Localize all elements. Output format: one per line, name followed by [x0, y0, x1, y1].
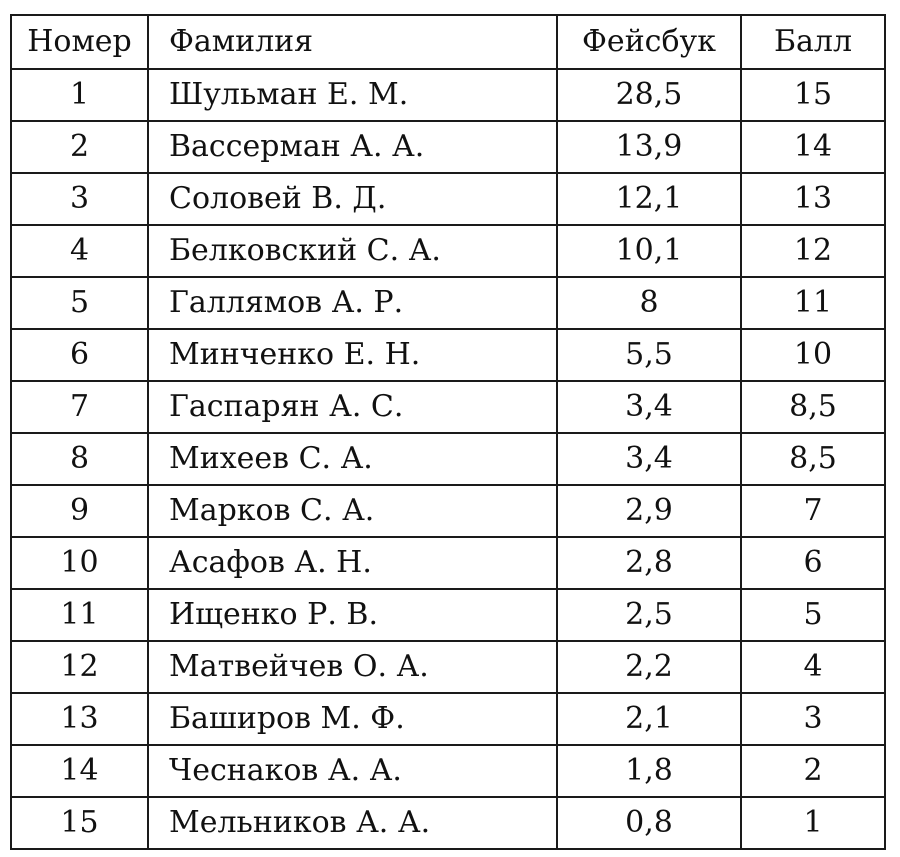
- cell-number: 11: [11, 589, 148, 641]
- cell-facebook: 0,8: [557, 797, 741, 849]
- table-row: [11, 745, 885, 797]
- table-row: [11, 797, 885, 849]
- cell-score: 11: [741, 277, 885, 329]
- cell-surname: Галлямов А. Р.: [148, 277, 557, 329]
- cell-score: 8,5: [741, 433, 885, 485]
- cell-score: 5: [741, 589, 885, 641]
- cell-score: 15: [741, 69, 885, 121]
- cell-surname: Ищенко Р. В.: [148, 589, 557, 641]
- cell-surname: Соловей В. Д.: [148, 173, 557, 225]
- cell-facebook: 1,8: [557, 745, 741, 797]
- header-surname: Фамилия: [148, 15, 557, 69]
- cell-facebook: 10,1: [557, 225, 741, 277]
- cell-surname: Мельников А. А.: [148, 797, 557, 849]
- cell-score: 2: [741, 745, 885, 797]
- table-row: [11, 225, 885, 277]
- cell-number: 12: [11, 641, 148, 693]
- cell-score: 13: [741, 173, 885, 225]
- cell-surname: Шульман Е. М.: [148, 69, 557, 121]
- cell-surname: Михеев С. А.: [148, 433, 557, 485]
- header-row: [11, 15, 885, 69]
- cell-facebook: 2,1: [557, 693, 741, 745]
- cell-number: 10: [11, 537, 148, 589]
- cell-facebook: 8: [557, 277, 741, 329]
- header-number: Номер: [11, 15, 148, 69]
- cell-number: 5: [11, 277, 148, 329]
- cell-facebook: 2,9: [557, 485, 741, 537]
- cell-surname: Минченко Е. Н.: [148, 329, 557, 381]
- table-body: [11, 69, 885, 849]
- cell-score: 12: [741, 225, 885, 277]
- cell-score: 8,5: [741, 381, 885, 433]
- cell-number: 9: [11, 485, 148, 537]
- cell-surname: Баширов М. Ф.: [148, 693, 557, 745]
- cell-number: 3: [11, 173, 148, 225]
- table-row: [11, 121, 885, 173]
- cell-surname: Марков С. А.: [148, 485, 557, 537]
- cell-surname: Матвейчев О. А.: [148, 641, 557, 693]
- table-row: [11, 537, 885, 589]
- header-facebook: Фейсбук: [557, 15, 741, 69]
- cell-facebook: 5,5: [557, 329, 741, 381]
- cell-score: 10: [741, 329, 885, 381]
- cell-number: 8: [11, 433, 148, 485]
- table-row: [11, 693, 885, 745]
- cell-score: 7: [741, 485, 885, 537]
- cell-number: 14: [11, 745, 148, 797]
- cell-number: 1: [11, 69, 148, 121]
- cell-number: 4: [11, 225, 148, 277]
- table-row: [11, 329, 885, 381]
- cell-number: 6: [11, 329, 148, 381]
- cell-number: 7: [11, 381, 148, 433]
- table-row: [11, 173, 885, 225]
- table-row: [11, 381, 885, 433]
- cell-facebook: 2,2: [557, 641, 741, 693]
- cell-score: 14: [741, 121, 885, 173]
- cell-facebook: 2,5: [557, 589, 741, 641]
- cell-surname: Чеснаков А. А.: [148, 745, 557, 797]
- table-row: [11, 277, 885, 329]
- cell-facebook: 13,9: [557, 121, 741, 173]
- cell-number: 13: [11, 693, 148, 745]
- cell-score: 1: [741, 797, 885, 849]
- cell-facebook: 2,8: [557, 537, 741, 589]
- cell-score: 6: [741, 537, 885, 589]
- cell-score: 4: [741, 641, 885, 693]
- cell-score: 3: [741, 693, 885, 745]
- cell-surname: Асафов А. Н.: [148, 537, 557, 589]
- table-row: [11, 485, 885, 537]
- cell-surname: Гаспарян А. С.: [148, 381, 557, 433]
- table-row: [11, 433, 885, 485]
- cell-number: 2: [11, 121, 148, 173]
- cell-facebook: 28,5: [557, 69, 741, 121]
- cell-number: 15: [11, 797, 148, 849]
- table-row: [11, 69, 885, 121]
- cell-surname: Вассерман А. А.: [148, 121, 557, 173]
- cell-facebook: 3,4: [557, 433, 741, 485]
- table-row: [11, 589, 885, 641]
- cell-facebook: 3,4: [557, 381, 741, 433]
- ranking-table: [10, 14, 886, 850]
- table-row: [11, 641, 885, 693]
- cell-facebook: 12,1: [557, 173, 741, 225]
- header-score: Балл: [741, 15, 885, 69]
- cell-surname: Белковский С. А.: [148, 225, 557, 277]
